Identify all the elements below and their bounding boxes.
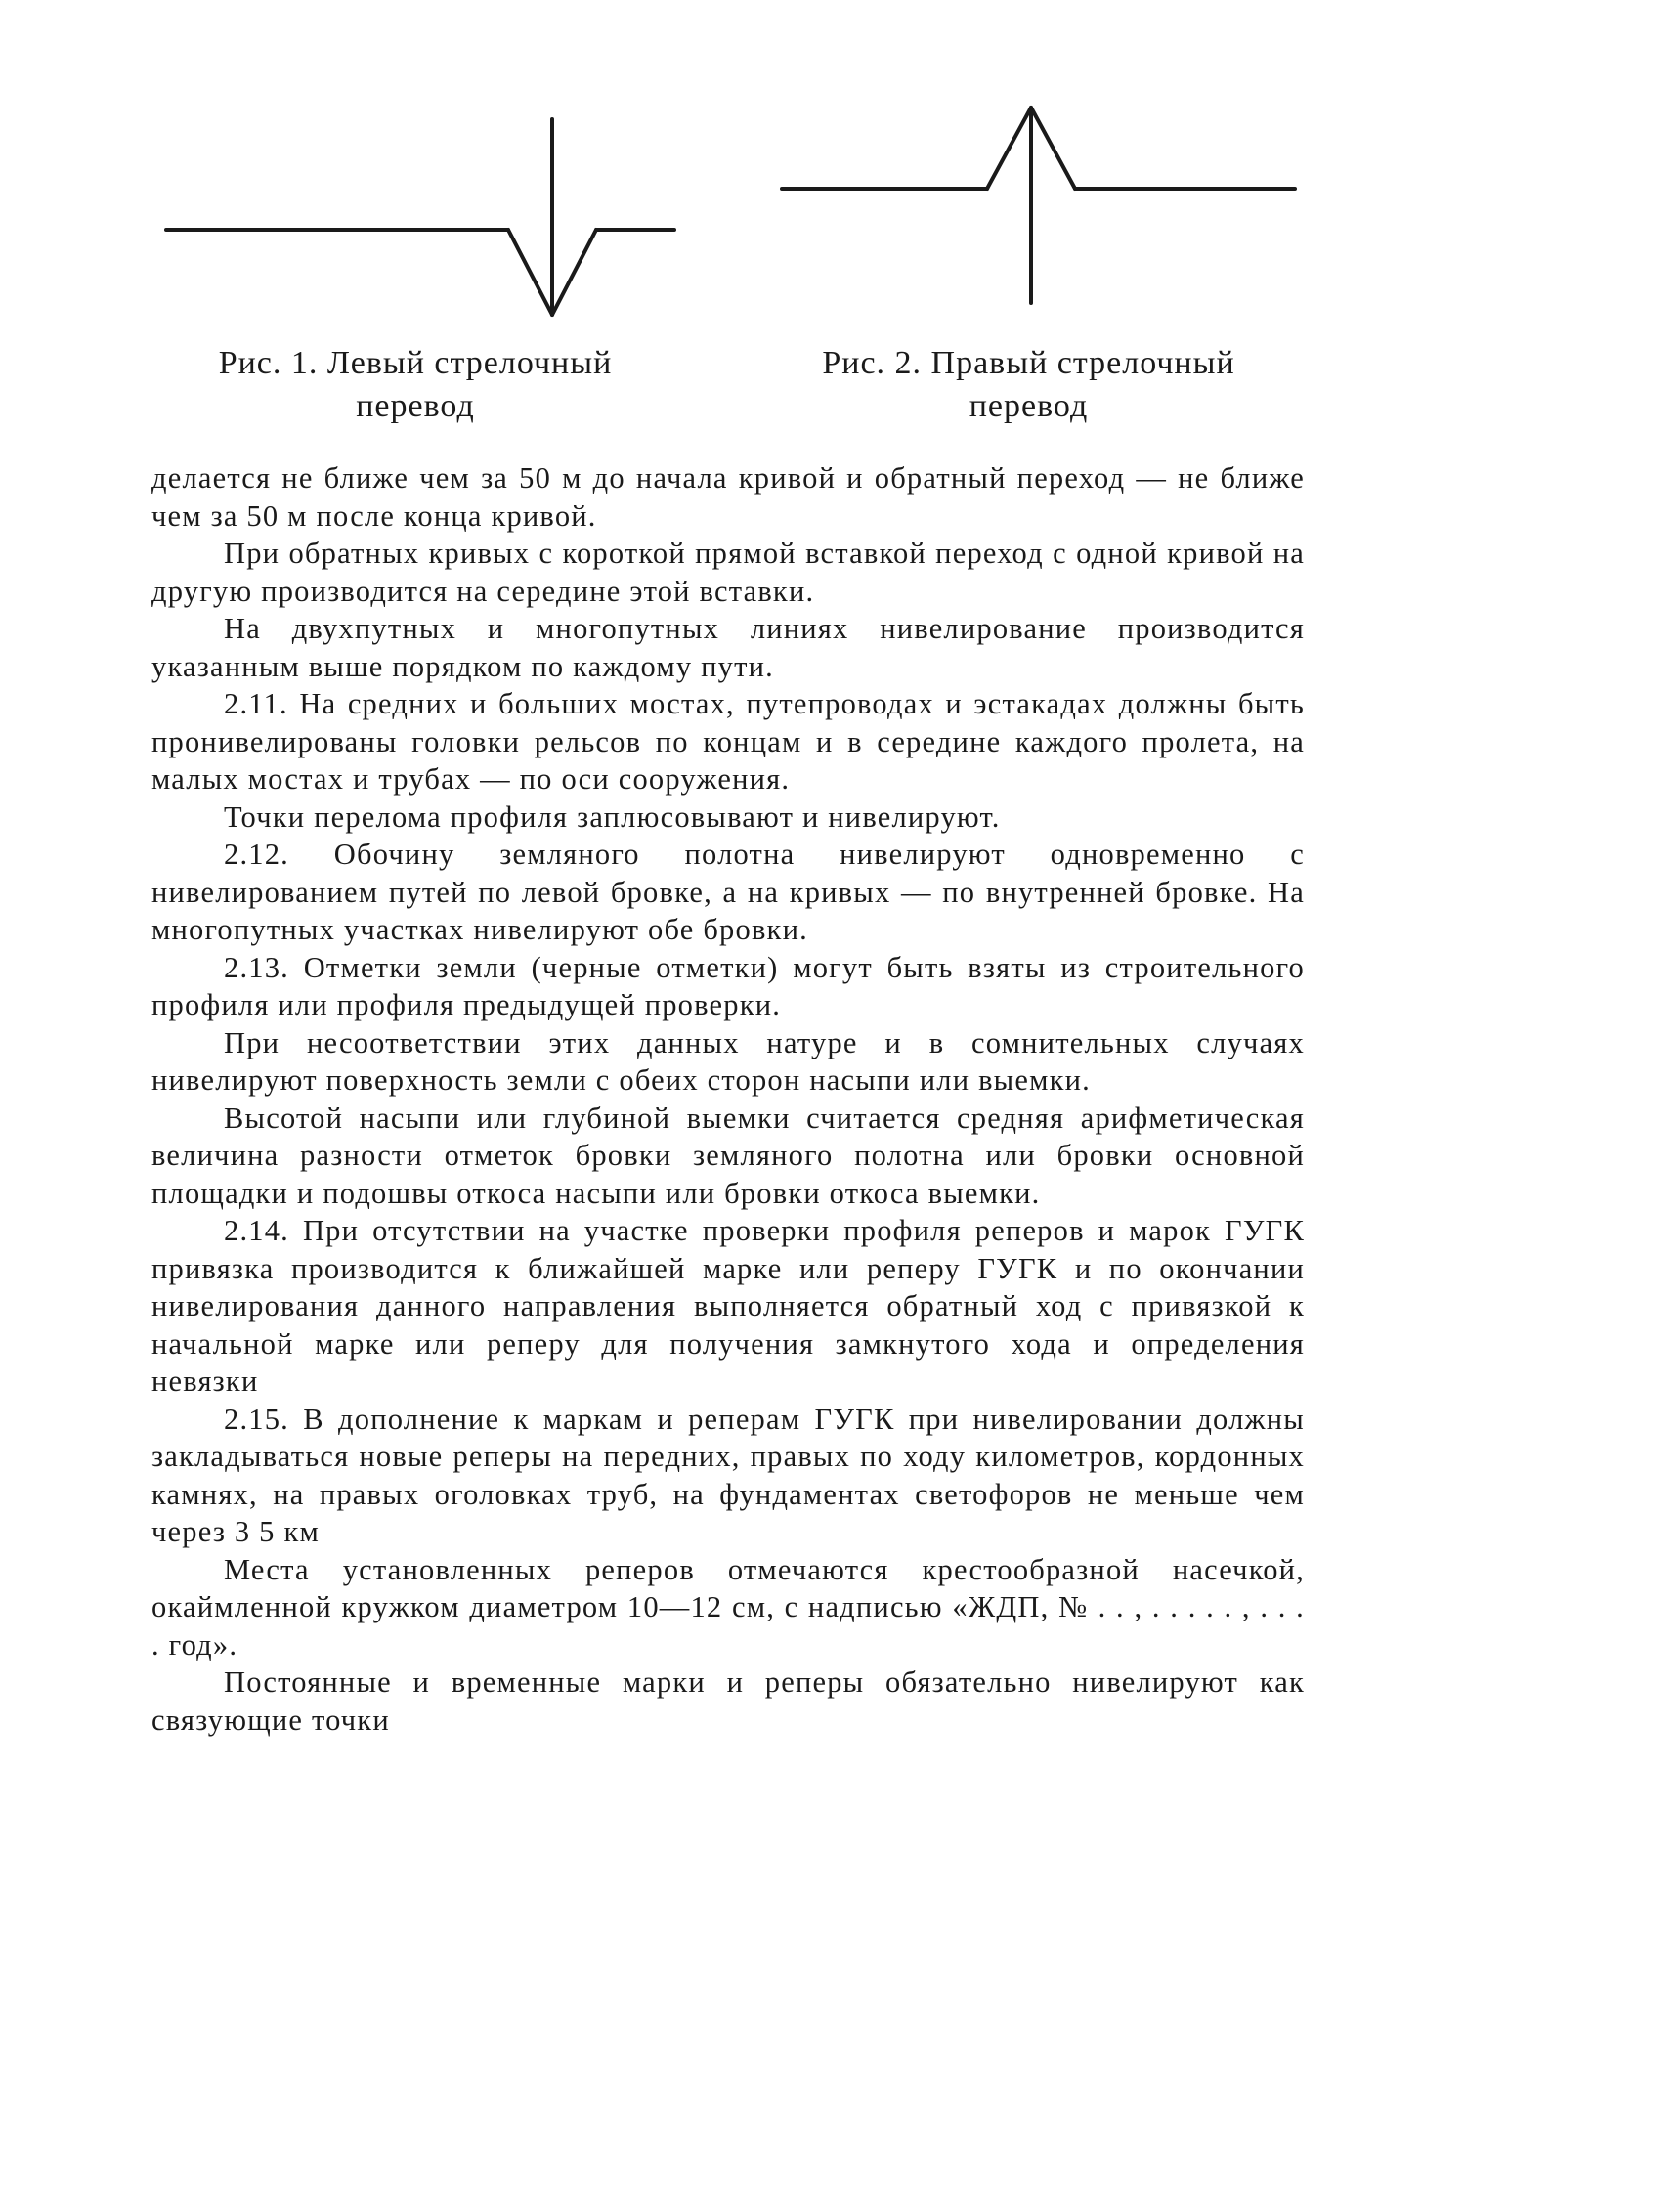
paragraph: На двухпутных и многопутных линиях нивелирование производится указанным выше порядком по каждому пути. (151, 612, 1305, 683)
body-text (151, 459, 1305, 1739)
figure-2-caption (797, 342, 1261, 428)
paragraph: 2.12. Обочину земляного полотна нивелируют одновременно с нивелированием путей по левой бровке, а на кривых — по внутренней бровке. На многопутных участках нивелируют обе бровки. (151, 838, 1305, 946)
figure-1-caption (186, 342, 645, 428)
paragraph: делается не ближе чем за 50 м до начала кривой и обратный переход — не ближе чем за 50 м после конца кривой. (151, 461, 1305, 533)
paragraph: 2.15. В дополнение к маркам и реперам ГУГК при нивелировании должны закладываться новые реперы на передних, правых по ходу километров, кордонных камнях, на правых оголовках труб, на фундаментах светофоров не меньше чем через 3 5 км (151, 1402, 1305, 1548)
paragraph: 2.14. При отсутствии на участке проверки профиля реперов и марок ГУГК привязка производится к ближайшей марке или реперу ГУГК и по окончании нивелирования данного направления выполняется обратный ход с привязкой к начальной марке или реперу для получения замкнутого хода и определения невязки (151, 1214, 1305, 1398)
paragraph: При обратных кривых с короткой прямой вставкой переход с одной кривой на другую производится на середине этой вставки. (151, 537, 1305, 608)
left-switch-diagram (156, 108, 684, 332)
figure-2-caption-line1: Рис. 2. Правый стрелочный (822, 345, 1235, 381)
left-figure-left-diagonal (508, 230, 552, 315)
figure-1-caption-line1: Рис. 1. Левый стрелочный (218, 345, 613, 381)
right-switch-diagram (772, 93, 1305, 318)
left-figure-right-diagonal (552, 230, 596, 315)
figure-left-switch (156, 108, 684, 332)
paragraph: Постоянные и временные марки и реперы обязательно нивелируют как связующие точки (151, 1665, 1305, 1737)
paragraph: При несоответствии этих данных натуре и в сомнительных случаях нивелируют поверхность земли с обеих сторон насыпи или выемки. (151, 1025, 1305, 1097)
figure-1-caption-line2: перевод (356, 388, 475, 424)
paragraph: 2.13. Отметки земли (черные отметки) могут быть взяты из строительного профиля или профиля предыдущей проверки. (151, 950, 1305, 1021)
paragraph: Высотой насыпи или глубиной выемки считается средняя арифметическая величина разности отметок бровки земляного полотна или бровки основной площадки и подошвы откоса насыпи или бровки откоса выемки. (151, 1101, 1305, 1210)
paragraph: 2.11. На средних и больших мостах, путепроводах и эстакадах должны быть пронивелированы головки рельсов по концам и в середине каждого пролета, на малых мостах и трубах — по оси сооружения. (151, 687, 1305, 796)
right-figure-left-diagonal (987, 108, 1031, 189)
figure-right-switch (772, 93, 1305, 318)
figure-2-caption-line2: перевод (969, 388, 1089, 424)
right-figure-right-diagonal (1031, 108, 1075, 189)
paragraph: Точки перелома профиля заплюсовывают и нивелируют. (224, 800, 1001, 834)
paragraph: Места установленных реперов отмечаются крестообразной насечкой, окаймленной кружком диаметром 10—12 см, с надписью «ЖДП, № . . , . . . . . , . . . . год». (151, 1552, 1305, 1662)
